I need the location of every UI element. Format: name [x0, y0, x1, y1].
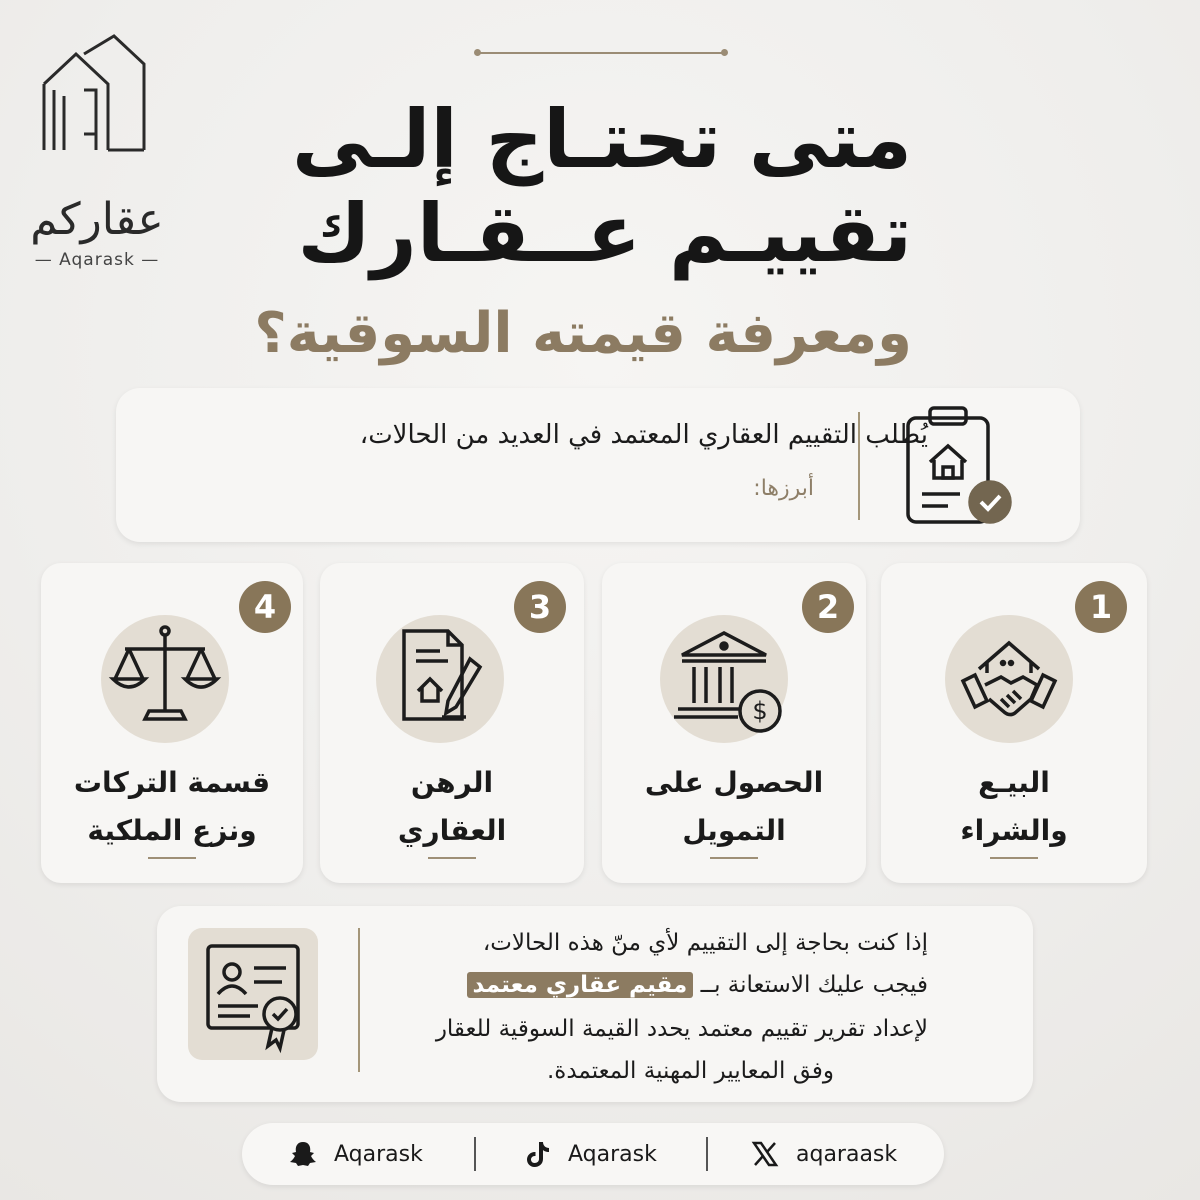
case-number-badge: 4: [239, 581, 291, 633]
social-handle: Aqarask: [568, 1141, 657, 1167]
document-pen-icon: [376, 615, 504, 743]
case-divider: [428, 857, 476, 859]
x-icon: [750, 1139, 780, 1169]
bank-dollar-icon: [660, 615, 788, 743]
brand-name-ar: عقاركم: [30, 194, 164, 245]
case-card-4: [41, 563, 303, 883]
social-handle: Aqarask: [334, 1141, 423, 1167]
note-line-1: إذا كنت بحاجة إلى التقييم لأي منّ هذه الحالات،: [482, 930, 928, 956]
snapchat-icon: [288, 1139, 318, 1169]
case-number-badge: 1: [1075, 581, 1127, 633]
page-title-line1: متى تحتـاج إلـى: [292, 93, 912, 186]
note-divider: [358, 928, 360, 1072]
brand-name-en: — Aqarask —: [34, 250, 160, 270]
case-divider: [148, 857, 196, 859]
social-bar: [242, 1123, 944, 1185]
case-card-1: [881, 563, 1147, 883]
brand-logo: [22, 34, 172, 270]
house-logo-icon: [40, 34, 150, 158]
header-divider: [476, 52, 726, 54]
note-line-2: فيجب عليك الاستعانة بــ مقيم عقاري معتمد: [467, 972, 929, 998]
scales-icon: [101, 615, 229, 743]
case-label: الرهن العقاري: [397, 766, 507, 847]
case-divider: [990, 857, 1038, 859]
social-handle: aqaraask: [796, 1141, 898, 1167]
case-label: قسمة التركات ونزع الملكية: [73, 766, 271, 847]
case-label: الحصول على التمويل: [644, 766, 824, 847]
svg-text:$: $: [752, 697, 768, 725]
case-number-badge: 3: [514, 581, 566, 633]
page-title-line2: تقييـم عــقـارك: [297, 187, 912, 280]
case-number-badge: 2: [802, 581, 854, 633]
social-x[interactable]: [750, 1123, 897, 1185]
certificate-icon: [188, 928, 318, 1060]
note-line-3: لإعداد تقرير تقييم معتمد يحدد القيمة السوقية للعقار: [435, 1016, 928, 1042]
tiktok-icon: [522, 1139, 552, 1169]
note-highlight: مقيم عقاري معتمد: [467, 972, 694, 998]
note-line-4: وفق المعايير المهنية المعتمدة.: [546, 1058, 834, 1084]
case-card-2: [602, 563, 866, 883]
page-subtitle: ومعرفة قيمته السوقية؟: [254, 301, 912, 366]
intro-highlight: أبرزها:: [753, 476, 814, 501]
case-divider: [710, 857, 758, 859]
case-card-3: [320, 563, 584, 883]
house-handshake-icon: [945, 615, 1073, 743]
social-snapchat[interactable]: [288, 1123, 423, 1185]
social-tiktok[interactable]: [522, 1123, 657, 1185]
case-label: البيـع والشراء: [960, 766, 1068, 847]
intro-text: يُطلب التقييم العقاري المعتمد في العديد من الحالات،: [359, 420, 928, 450]
